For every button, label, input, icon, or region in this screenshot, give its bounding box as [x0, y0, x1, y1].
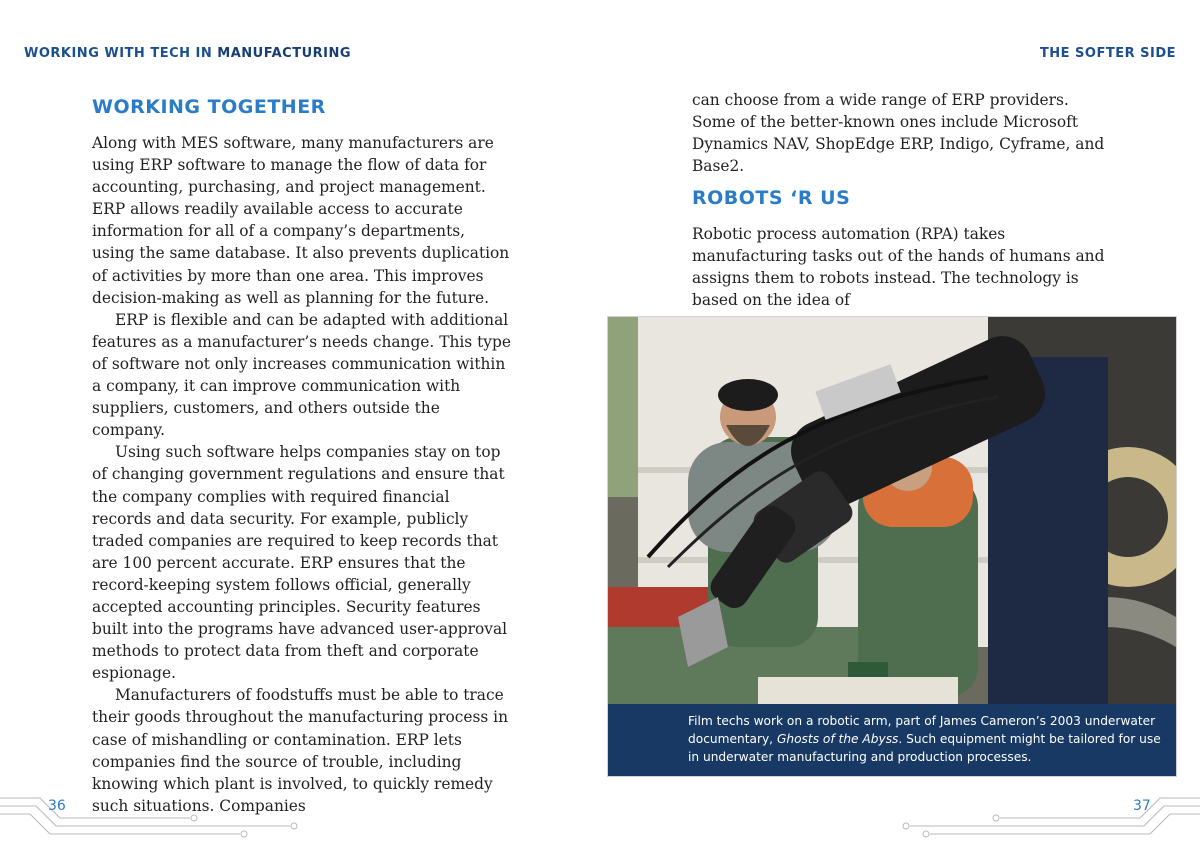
page-number-right: 37	[1133, 798, 1151, 814]
paragraph-2: ERP is flexible and can be adapted with additional features as a manufacturer’s needs change. This type of software not only increases communication within a company, it can improve communication with suppliers, customers, and others outside the company.	[92, 310, 511, 440]
figure-caption	[608, 704, 1176, 776]
paragraph-continuation: can choose from a wide range of ERP providers. Some of the better-known ones include Microsoft Dynamics NAV, ShopEdge ERP, Indigo, Cyframe, and Base2.	[692, 91, 1105, 176]
caption-text-after: . Such equipment might be tailored for use in underwater manufacturing and production processes.	[688, 732, 1161, 764]
paragraph-1: Along with MES software, many manufacturers are using ERP software to manage the flow of data for accounting, purchasing, and project management. ERP allows readily available access to accurate information for all of a company’s departments, using the same database. It also prevents duplication of activities by more than one area. This improves decision-making as well as planning for the future.	[92, 134, 510, 307]
caption-text-before: Film techs work on a robotic arm, part of James Cameron’s 2003 underwater documentary,	[688, 714, 1156, 746]
paragraph-4: Manufacturers of foodstuffs must be able to trace their goods throughout the manufacturing process in case of mishandling or contamination. ERP lets companies find the source of trouble, including knowing which plant is involved, to quickly remedy such situations. Companies	[92, 686, 508, 815]
running-header-left	[24, 46, 351, 61]
running-header-left-bold: MANUFACTURING	[217, 46, 352, 61]
circuit-decoration-right	[880, 790, 1200, 842]
right-column-continuation	[692, 89, 1112, 177]
page-number-left: 36	[48, 798, 66, 814]
running-header-right: THE SOFTER SIDE	[1039, 46, 1176, 61]
heading-working-together: WORKING TOGETHER	[92, 96, 326, 118]
caption-title: Ghosts of the Abyss	[776, 732, 899, 746]
figure-robotic-arm	[607, 316, 1177, 777]
paragraph-3: Using such software helps companies stay on top of changing government regulations and ensure that the company complies with required financial records and data security. For example, publicly traded companies are required to keep records that are 100 percent accurate. ERP ensures that the record-keeping system follows official, generally accepted accounting principles. Security features built into the programs have advanced user-approval methods to protect data from theft and corporate espionage.	[92, 443, 508, 683]
photo-illustration	[608, 317, 1176, 704]
paragraph-robots: Robotic process automation (RPA) takes manufacturing tasks out of the hands of humans and assigns them to robots instead. The technology is based on the idea of	[692, 225, 1105, 310]
right-column-robots-text	[692, 223, 1112, 311]
photo-robotic-arm	[608, 317, 1176, 704]
heading-robots-r-us: ROBOTS ‘R US	[692, 187, 851, 209]
running-header-left-prefix: WORKING WITH TECH IN	[24, 46, 218, 61]
left-column-text	[92, 132, 512, 817]
